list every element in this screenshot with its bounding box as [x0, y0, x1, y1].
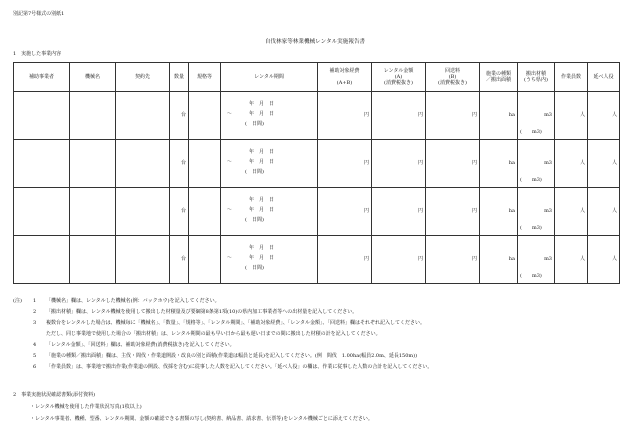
cell-quantity[interactable]: 台 — [170, 92, 189, 140]
cell-spec[interactable] — [189, 188, 221, 236]
cell-workers[interactable]: 人 — [555, 92, 588, 140]
cell-volume[interactable]: m3 ( m3) — [518, 188, 555, 236]
cell-delivery-fee[interactable]: 円 — [426, 188, 480, 236]
cell-person-days[interactable]: 人 — [588, 140, 620, 188]
cell-workers[interactable]: 人 — [555, 140, 588, 188]
note-number: 4 — [33, 342, 37, 348]
table-header-row — [14, 63, 620, 92]
cell-work-area[interactable]: ha — [480, 236, 518, 284]
cell-volume[interactable]: m3 ( m3) — [518, 236, 555, 284]
note-text: 複数台をレンタルした場合は、機械毎に「機械名」、「数量」、「規格等」、「レンタル期間」、「補助対象経費」、「レンタル金額」、「回送料」欄はそれぞれ記入してください。 — [46, 320, 426, 326]
cell-person-days[interactable]: 人 — [588, 92, 620, 140]
note-text: 「施業の種類／搬出面積」欄は、主伐・間伐・作業道開設・改良の別と面積(作業道は幅員と延長)を記入してください。(例 間伐 1.00ha(幅員2.0m、延長150m)) — [46, 353, 418, 359]
cell-quantity[interactable]: 台 — [170, 140, 189, 188]
col-header-volume: 搬出材積 (うち県内) — [518, 63, 555, 92]
cell-rental-amount[interactable]: 円 — [372, 92, 426, 140]
cell-delivery-fee[interactable]: 円 — [426, 92, 480, 140]
cell-spec[interactable] — [189, 92, 221, 140]
cell-applicant[interactable] — [14, 92, 70, 140]
cell-eligible-cost[interactable]: 円 — [318, 236, 372, 284]
cell-contractor[interactable] — [116, 188, 170, 236]
section-2-heading: 2 事業実施状況確認書類(添付資料) — [13, 392, 96, 398]
col-header-workers: 作業員数 — [555, 63, 588, 92]
table-row — [14, 140, 620, 188]
cell-workers[interactable]: 人 — [555, 236, 588, 284]
note-number: 5 — [33, 353, 37, 359]
note-text: 「作業員数」は、事業地で搬出作業(作業道の開設、伐採を含む)に従事した人数を記入してください。「延べ人役」の欄は、作業に従事した人数の合計を記入してください。 — [46, 364, 433, 370]
section-1-heading: 1 実施した事業内容 — [13, 51, 62, 57]
cell-machine-name[interactable] — [70, 188, 116, 236]
cell-person-days[interactable]: 人 — [588, 188, 620, 236]
cell-delivery-fee[interactable]: 円 — [426, 140, 480, 188]
cell-rental-amount[interactable]: 円 — [372, 236, 426, 284]
cell-rental-amount[interactable]: 円 — [372, 188, 426, 236]
cell-delivery-fee[interactable]: 円 — [426, 236, 480, 284]
col-header-delivery-fee: 回送料 (B) (消費税抜き) — [426, 63, 480, 92]
cell-eligible-cost[interactable]: 円 — [318, 92, 372, 140]
cell-quantity[interactable]: 台 — [170, 236, 189, 284]
cell-eligible-cost[interactable]: 円 — [318, 188, 372, 236]
table-row — [14, 236, 620, 284]
note-number: 3 — [33, 320, 37, 326]
cell-contractor[interactable] — [116, 140, 170, 188]
table-row — [14, 92, 620, 140]
cell-machine-name[interactable] — [70, 236, 116, 284]
cell-period[interactable]: 年 月 日 ～ 年 月 日 ( 日間) — [221, 140, 318, 188]
cell-eligible-cost[interactable]: 円 — [318, 140, 372, 188]
cell-applicant[interactable] — [14, 188, 70, 236]
cell-contractor[interactable] — [116, 236, 170, 284]
col-header-contractor: 契約先 — [116, 63, 170, 92]
cell-work-area[interactable]: ha — [480, 140, 518, 188]
col-header-spec: 規格等 — [189, 63, 221, 92]
col-header-rental-amount: レンタル金額 (A) (消費税抜き) — [372, 63, 426, 92]
cell-volume[interactable]: m3 ( m3) — [518, 140, 555, 188]
page-title: 自伐林家等林業機械レンタル実施報告書 — [264, 39, 366, 45]
note-number: 1 — [33, 298, 37, 304]
cell-spec[interactable] — [189, 236, 221, 284]
cell-applicant[interactable] — [14, 236, 70, 284]
note-text: 「機械名」欄は、レンタルした機械名(例：バックホウ)を記入してください。 — [46, 298, 220, 304]
attachment-item: ・レンタル機械を使用した作業状況写真(1枚以上) — [30, 404, 142, 410]
rental-report-table — [13, 62, 620, 284]
table-row — [14, 188, 620, 236]
col-header-rental-period: レンタル期間 — [221, 63, 318, 92]
note-number: 6 — [33, 364, 37, 370]
cell-period[interactable]: 年 月 日 ～ 年 月 日 ( 日間) — [221, 236, 318, 284]
note-text: ただし、同じ事業地で使用した場合の「搬出材積」は、レンタル期間の最も早い日から最も遅い日までの間に搬出した材積の計を記入してください。 — [46, 331, 381, 337]
notes-label: (注) — [13, 298, 22, 304]
note-number: 2 — [33, 309, 37, 315]
cell-work-area[interactable]: ha — [480, 92, 518, 140]
col-header-eligible-cost: 補助対象経費 (A+B) — [318, 63, 372, 92]
cell-volume[interactable]: m3 ( m3) — [518, 92, 555, 140]
col-header-quantity: 数量 — [170, 63, 189, 92]
col-header-work-type-area: 施業の種類 ／搬出面積 — [480, 63, 518, 92]
cell-quantity[interactable]: 台 — [170, 188, 189, 236]
cell-rental-amount[interactable]: 円 — [372, 140, 426, 188]
col-header-person-days: 延べ人役 — [588, 63, 620, 92]
cell-contractor[interactable] — [116, 92, 170, 140]
cell-spec[interactable] — [189, 140, 221, 188]
cell-person-days[interactable]: 人 — [588, 236, 620, 284]
col-header-applicant: 補助事業者 — [14, 63, 70, 92]
cell-period[interactable]: 年 月 日 ～ 年 月 日 ( 日間) — [221, 92, 318, 140]
cell-machine-name[interactable] — [70, 92, 116, 140]
cell-workers[interactable]: 人 — [555, 188, 588, 236]
cell-machine-name[interactable] — [70, 140, 116, 188]
cell-applicant[interactable] — [14, 140, 70, 188]
note-text: 「レンタル金額」、「回送料」欄は、補助対象経費(消費税抜き)を記入してください。 — [46, 342, 235, 348]
cell-work-area[interactable]: ha — [480, 188, 518, 236]
note-text: 「搬出材積」欄は、レンタル機械を使用して搬出した材積量及び要綱第8条第1項(10)の県内加工事業者等への出材量を記入してください。 — [46, 309, 358, 315]
cell-period[interactable]: 年 月 日 ～ 年 月 日 ( 日間) — [221, 188, 318, 236]
attachment-item: ・レンタル事業者、機種、型番、レンタル期間、金額の確認できる書類の写し(契約書、納品書、請求書、伝票等)をレンタル機械ごとに添えてください。 — [30, 416, 373, 422]
form-label: 別記第7号様式の別紙1 — [13, 11, 65, 17]
col-header-machine-name: 機械名 — [70, 63, 116, 92]
